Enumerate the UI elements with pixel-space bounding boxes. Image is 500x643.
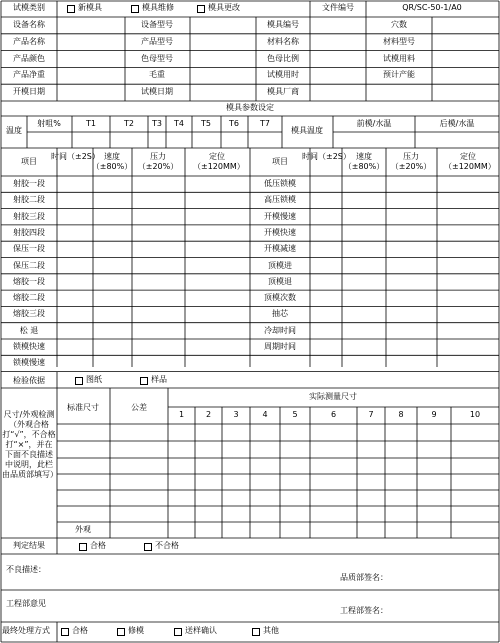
param-row-right-4: 开模快速 — [264, 227, 296, 237]
param-row-left-3: 射胶三段 — [13, 211, 45, 221]
info-label-r1-c2: 设备型号 — [141, 20, 173, 29]
param-row-left-6: 保压二段 — [13, 260, 45, 270]
param-row-right-11: 周期时间 — [264, 342, 296, 351]
final-disposition-label: 最终处理方式 — [2, 626, 50, 635]
info-label-r2-c2: 产品型号 — [141, 36, 173, 46]
param-head-time-left: 时间（±2S） — [51, 152, 100, 161]
final-option-4: 其他 — [263, 626, 279, 635]
param-row-left-9: 熔胶三段 — [13, 309, 45, 319]
checkbox-final-1[interactable] — [61, 628, 69, 636]
temp-col-4: T3 — [152, 119, 162, 128]
info-label-r5-c1: 开模日期 — [13, 87, 45, 97]
info-label-r2-c4: 材料型号 — [383, 36, 415, 46]
inspection-label: 检验依据 — [13, 375, 45, 385]
param-row-left-12: 锁模慢速 — [13, 358, 45, 368]
param-row-left-2: 射胶二段 — [13, 195, 45, 205]
measure-col-6: 6 — [330, 410, 337, 419]
param-row-left-11: 锁模快速 — [13, 342, 45, 351]
temp-col-3: T2 — [124, 119, 134, 128]
param-row-right-2: 高压锁模 — [264, 195, 296, 205]
param-row-left-4: 射胶四段 — [13, 227, 45, 237]
temp-col-2: T1 — [86, 119, 96, 128]
measure-col-4: 4 — [262, 410, 268, 419]
info-label-r1-c1: 设备名称 — [13, 20, 45, 29]
param-row-right-3: 开模慢速 — [264, 211, 296, 221]
final-option-3: 送样确认 — [185, 626, 217, 635]
info-label-r5-c2: 试模日期 — [141, 87, 173, 97]
param-head-item-right: 项目 — [272, 157, 288, 166]
info-label-r5-c3: 模具厂商 — [267, 87, 299, 97]
doc-no-label: 文件编号 — [322, 3, 354, 12]
param-row-right-6: 顶模进 — [268, 260, 292, 270]
checkbox-mold-change[interactable] — [197, 5, 205, 13]
info-label-r2-c1: 产品名称 — [13, 36, 45, 46]
temp-col-7: T6 — [229, 119, 239, 128]
param-head-position-left: 定位（±120MM） — [193, 152, 245, 171]
param-head-pressure-left: 压力（±20%） — [137, 152, 179, 171]
param-head-speed-right: 速度（±80%） — [343, 152, 385, 171]
param-row-left-5: 保压一段 — [13, 244, 45, 254]
checkbox-mold-repair[interactable] — [131, 5, 139, 13]
appearance-label: 外观 — [75, 525, 91, 534]
engineering-label: 工程部意见 — [6, 599, 46, 608]
measure-col-10: 10 — [469, 410, 481, 419]
checkbox-final-4[interactable] — [252, 628, 260, 636]
tolerance-label: 公差 — [131, 403, 147, 412]
mold-temp-label: 模具温度 — [291, 126, 323, 135]
measure-col-9: 9 — [431, 410, 437, 419]
option-mold-repair: 模具维修 — [142, 3, 174, 12]
param-row-right-9: 抽芯 — [272, 309, 288, 319]
info-label-r3-c3: 色母比例 — [267, 53, 299, 63]
checkbox-drawing[interactable] — [75, 377, 83, 385]
measure-col-2: 2 — [205, 410, 212, 419]
info-label-r4-c3: 试模用时 — [267, 70, 299, 80]
measure-col-3: 3 — [233, 410, 239, 419]
temp-col-5: T4 — [174, 119, 184, 128]
checkbox-final-3[interactable] — [174, 628, 182, 636]
param-row-right-5: 开模减速 — [264, 244, 296, 254]
info-label-r1-c4: 穴数 — [391, 20, 407, 29]
param-row-left-7: 熔胶一段 — [13, 276, 45, 286]
info-label-r2-c3: 材料名称 — [267, 36, 299, 46]
param-row-right-7: 顶模退 — [268, 276, 292, 286]
option-mold-change: 模具更改 — [208, 3, 240, 12]
quality-sign-label: 品质部签名： — [340, 573, 388, 582]
param-head-pressure-right: 压力（±20%） — [390, 152, 432, 171]
param-row-left-10: 松 退 — [19, 325, 39, 335]
option-new-mold: 新模具 — [78, 3, 102, 12]
param-head-speed-left: 速度（±80%） — [91, 152, 133, 171]
front-mold-water-temp: 前模/水温 — [356, 119, 392, 128]
engineering-sign-label: 工程部签名： — [340, 606, 388, 615]
info-label-r3-c1: 产品颜色 — [13, 53, 45, 63]
param-row-right-8: 顶模次数 — [264, 293, 296, 303]
info-label-r4-c1: 产品净重 — [13, 70, 45, 80]
judgement-fail: 不合格 — [155, 541, 179, 550]
info-label-r4-c2: 毛重 — [149, 70, 165, 80]
measure-col-5: 5 — [292, 410, 298, 419]
trial-type-label: 试模类别 — [13, 3, 45, 12]
std-size-label: 标准尺寸 — [67, 403, 99, 412]
doc-no-value: QR/SC-50-1/A0 — [402, 3, 462, 12]
temp-col-1: 射咀% — [37, 119, 61, 128]
checkbox-pass[interactable] — [79, 543, 87, 551]
judgement-pass: 合格 — [90, 541, 106, 550]
info-label-r1-c3: 模具编号 — [267, 20, 299, 29]
param-head-position-right: 定位（±120MM） — [444, 152, 496, 171]
params-title: 模具参数设定 — [226, 103, 274, 112]
param-row-left-8: 熔胶二段 — [13, 293, 45, 303]
actual-measure-label: 实际测量尺寸 — [309, 392, 357, 401]
checkbox-final-2[interactable] — [117, 628, 125, 636]
measure-col-1: 1 — [178, 410, 185, 419]
measure-col-7: 7 — [368, 410, 374, 419]
info-label-r3-c4: 试模用料 — [383, 53, 415, 63]
temp-col-6: T5 — [201, 119, 211, 128]
temp-col-8: T7 — [260, 119, 270, 128]
measure-col-8: 8 — [398, 410, 404, 419]
measure-side-note: 尺寸/外观检测（外观合格打“√”，不合格打“×”，并在下面不良描述中说明，此栏由品质部填写） — [2, 410, 58, 479]
info-label-r4-c4: 预计产能 — [383, 70, 415, 80]
param-head-time-right: 时间（±2S） — [302, 152, 351, 161]
info-label-r3-c2: 色母型号 — [141, 53, 173, 63]
param-row-right-10: 冷却时间 — [264, 325, 296, 335]
param-head-item-left: 项目 — [21, 157, 37, 166]
temperature-label: 温度 — [6, 126, 22, 135]
inspection-sample: 样品 — [151, 374, 167, 384]
defect-label: 不良描述： — [6, 565, 46, 574]
rear-mold-water-temp: 后模/水温 — [439, 119, 475, 128]
checkbox-fail[interactable] — [144, 543, 152, 551]
judgement-label: 判定结果 — [13, 541, 45, 550]
param-row-right-1: 低压锁模 — [264, 179, 296, 188]
checkbox-sample[interactable] — [140, 377, 148, 385]
param-row-left-1: 射胶一段 — [13, 179, 45, 188]
final-option-2: 修模 — [128, 626, 144, 635]
inspection-drawing: 图纸 — [86, 374, 102, 384]
final-option-1: 合格 — [72, 626, 88, 635]
checkbox-new-mold[interactable] — [67, 5, 75, 13]
